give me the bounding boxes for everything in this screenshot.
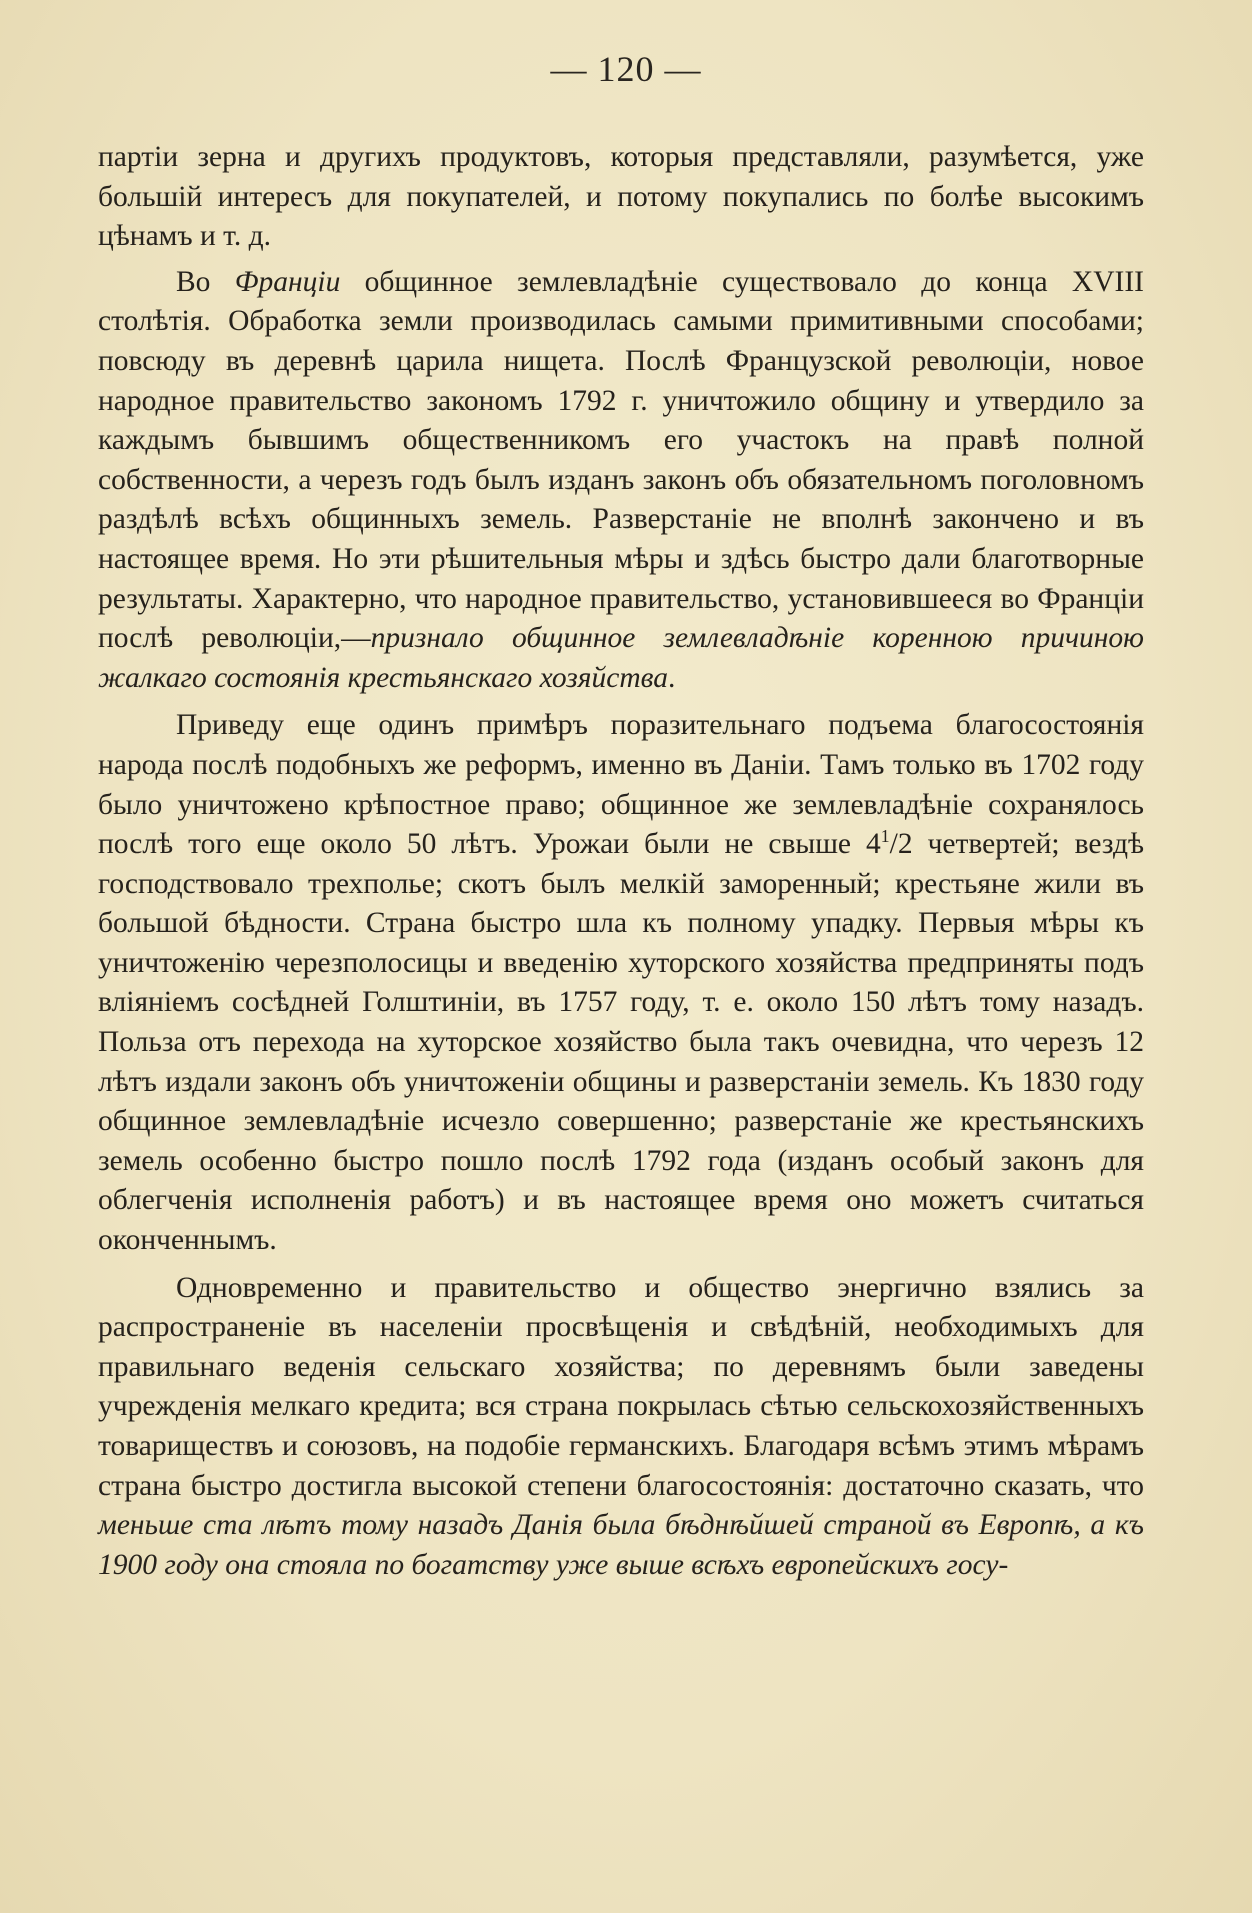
paragraph-3-fraction-numerator: 1 — [880, 826, 890, 847]
paragraph-2-body: общинное землевладѣніе существовало до конца XVIII столѣтія. Обработка земли производилась самыми примитивными способами; повсюду въ деревнѣ царила нищета. Послѣ Французской революціи, новое народное правительство закономъ 1792 г. уничтожило общину и утвердило за каждымъ бывшимъ общественникомъ его участокъ на правѣ полной собственности, а черезъ годъ былъ изданъ законъ объ обязательномъ поголовномъ раздѣлѣ всѣхъ общинныхъ земель. Разверстаніе не вполнѣ закончено и въ настоящее время. Но эти рѣшительныя мѣры и здѣсь быстро дали благотворные результаты. Характерно, что народное правительство, установившееся во Франціи послѣ революціи,— — [98, 265, 1144, 655]
paragraph-4 — [98, 1269, 1144, 1586]
paragraph-3 — [98, 706, 1144, 1260]
paragraph-3-body: /2 четвертей; вездѣ господствовало трехполье; скотъ былъ мелкій заморенный; крестьяне жили въ большой бѣдности. Страна быстро шла къ полному упадку. Первыя мѣры къ уничтоженію черезполосицы и введенію хуторского хозяйства предприняты подъ вліяніемъ сосѣдней Голштиніи, въ 1757 году, т. е. около 150 лѣтъ тому назадъ. Польза отъ перехода на хуторское хозяйство была такъ очевидна, что черезъ 12 лѣтъ издали законъ объ уничтоженіи общины и разверстаніи земель. Къ 1830 году общинное землевладѣніе исчезло совершенно; разверстаніе же крестьянскихъ земель особенно быстро пошло послѣ 1792 года (изданъ особый законъ для облегченія исполненія работъ) и въ настоящее время оно можетъ считаться оконченнымъ. — [98, 828, 1144, 1257]
paragraph-1 — [98, 138, 1144, 257]
paragraph-3-start: Приведу еще одинъ примѣръ поразительнаго подъема благосостоянія народа послѣ подобныхъ же реформъ, именно въ Даніи. Тамъ только въ 1702 году было уничтожено крѣпостное право; общинное же землевладѣніе сохранялось послѣ того еще около 50 лѣтъ. Урожаи были не свыше 4 — [98, 709, 1144, 861]
paragraph-2-italic-quote: признало общинное землевладѣніе коренною причиною жалкаго состоянія крестьянскаго хозяйства — [98, 622, 1144, 694]
paragraph-4-italic-quote: меньше ста лѣтъ тому назадъ Данія была бѣднѣйшей страной въ Европѣ, а къ 1900 году она стояла по богатству уже выше всѣхъ европейскихъ госу- — [98, 1509, 1144, 1581]
paragraph-2-start: Во — [176, 265, 235, 298]
paragraph-2-end: . — [668, 661, 676, 694]
paragraph-4-body: Одновременно и правительство и общество энергично взялись за распространеніе въ населеніи просвѣщенія и свѣдѣній, необходимыхъ для правильнаго веденія сельскаго хозяйства; по деревнямъ были заведены учрежденія мелкаго кредита; вся страна покрылась сѣтью сельскохозяйственныхъ товариществъ и союзовъ, на подобіе германскихъ. Благодаря всѣмъ этимъ мѣрамъ страна быстро достигла высокой степени благосостоянія: достаточно сказать, что — [98, 1271, 1144, 1502]
paragraph-1-text: партіи зерна и другихъ продуктовъ, которыя представляли, разумѣется, уже большій интересъ для покупателей, и потому покупались по болѣе высокимъ цѣнамъ и т. д. — [98, 141, 1144, 253]
paragraph-2 — [98, 263, 1144, 699]
page-body — [98, 138, 1144, 1593]
paragraph-2-country: Франціи — [234, 265, 341, 298]
page-number: — 120 — — [550, 49, 702, 89]
